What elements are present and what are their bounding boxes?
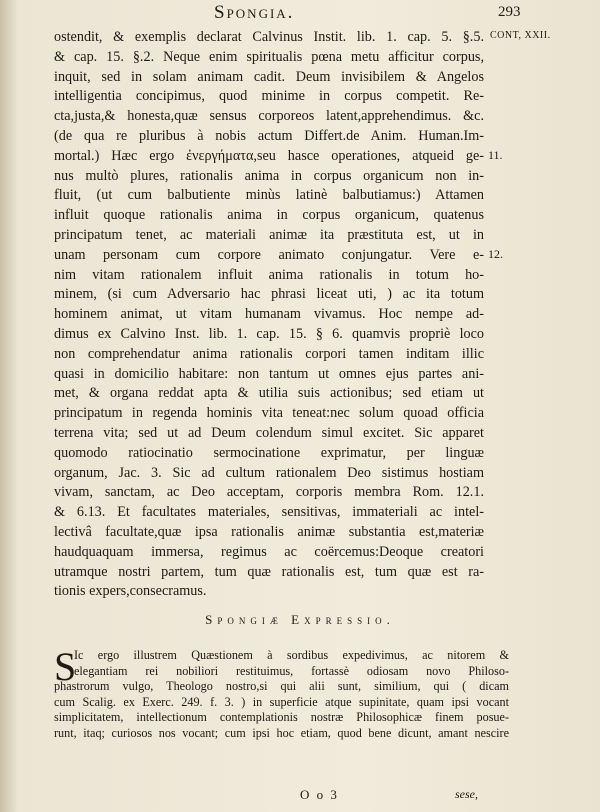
body-line: quasi in domicilio habitare: non tantum ut omnes ejus partes ani-	[54, 365, 484, 382]
expressio-text	[54, 644, 509, 742]
body-line: hominem animat, ut vitam humanam vivamus. Hoc nempe ad-	[54, 306, 484, 323]
body-line: ostendit, & exemplis declarat Calvinus Instit. lib. 1. cap. 5. §.5.	[54, 29, 484, 45]
body-line: minem, (si cum Adversario hac phrasi liceat uti, ) ac ita totum	[54, 286, 484, 303]
body-line: met, & organa reddat apta & utilia suis actionibus; sed etiam ut	[54, 385, 484, 402]
body-line: & cap. 15. §.2. Neque enim spiritualis pœna metu afficitur corpus,	[54, 48, 484, 65]
body-line: nus multò plures, rationalis anima in corpus organicum non in-	[54, 167, 484, 184]
drop-cap: S	[54, 644, 77, 689]
body-line: principatum in regenda hominis vita teneat:nec solum quoad officia	[54, 405, 484, 422]
expressio-line: simplicitatem, intellectionum contemplationis nostræ Philosophicæ finem posue-	[54, 710, 509, 725]
body-line: cta,justa,& honesta,quæ sensus corporeos latent,apprehendimus. &c.	[54, 108, 484, 125]
body-line: influit quoque rationalis anima in corpus organicum, quatenus	[54, 207, 484, 224]
body-line: organum, Jac. 3. Sic ad cultum rationalem Deo sistimus hostiam	[54, 464, 484, 481]
running-title: Spongia.	[214, 2, 295, 23]
body-line: non comprehendatur anima rationalis corpori tamen inditam illic	[54, 345, 484, 362]
margin-number: 11.	[488, 148, 503, 162]
body-line: haudquaquam immersa, regimus ac coërcemus:Deoque creatori	[54, 543, 484, 560]
body-line: tionis expers,consecramus.	[54, 583, 207, 600]
body-line: utramque nostri partem, tum quæ rationalis est, tum quæ est ra-	[54, 563, 484, 580]
body-line: quomodo ratiocinatio sermocinatione exprimatur, per linguæ	[54, 444, 484, 461]
body-line: nim vitam rationalem influit anima rationalis in totum ho-	[54, 266, 484, 283]
body-line: (de qua re pluribus à nobis actum Differt.de Anim. Human.Im-	[54, 127, 484, 144]
running-head	[0, 2, 600, 24]
expressio-line: elegantiam rei nobiliori restituimus, fortassè odiosam novo Philoso-	[74, 663, 509, 678]
body-text	[54, 28, 484, 602]
expressio-line: cum Scalig. ex Exerc. 249. f. 3. ) in superficie atque supinitate, quam ipsi vocant	[54, 694, 509, 709]
body-line: mortal.) Hæc ergo ἐνεργήματα,seu hasce operationes, atqueid ge-	[54, 147, 484, 164]
expressio-line: phastrorum vulgo, Theologo nostro,si qui alii sunt, similium, qui ( dicam	[54, 679, 509, 694]
section-heading: Spongiæ Expressio.	[205, 612, 395, 627]
body-line: vivam, sanctam, ac Deo acceptam, corporis membra Rom. 12.1.	[54, 484, 484, 501]
expressio-line: Ic ergo illustrem Quæstionem à sordibus expedivimus, ac nitorem &	[74, 648, 509, 662]
expressio-line: runt, itaq; curiosos nos vocant; cum ipsi hoc etiam, quod bene dicunt, amant nescire	[54, 725, 509, 740]
margin-number: 12.	[488, 247, 503, 261]
body-line: dimus ex Calvino Inst. lib. 1. cap. 15. § 6. quamvis propriè loco	[54, 325, 484, 342]
catchword: sese,	[455, 787, 478, 801]
body-line: unam personam cum corpore animato conjungatur. Vere e-	[54, 246, 484, 263]
signature-mark: O o 3	[300, 787, 339, 802]
body-line: & 6.13. Et facultates materiales, sensitivas, immateriali ac intel-	[54, 504, 484, 521]
body-line: lectivâ facultate,quæ ipsa rationalis animæ substantia est,materiæ	[54, 523, 484, 540]
margin-heading: CONT, XXII.	[490, 30, 551, 41]
body-line: terrena vita; sed ut ad Deum colendum simul excitet. Sic apparet	[54, 424, 484, 441]
body-line: intelligentia concipimus, quod minime in corpus competit. Re-	[54, 88, 484, 105]
page-number: 293	[498, 4, 521, 20]
body-line: principatum tenet, ac materiali animæ ita præstituta est, ut in	[54, 226, 484, 243]
body-line: inquit, sed in solam animam cadit. Deum invisibilem & Angelos	[54, 68, 484, 85]
body-line: fluit, (ut cum balbutiente minùs latinè balbutiamus:) Attamen	[54, 187, 484, 204]
